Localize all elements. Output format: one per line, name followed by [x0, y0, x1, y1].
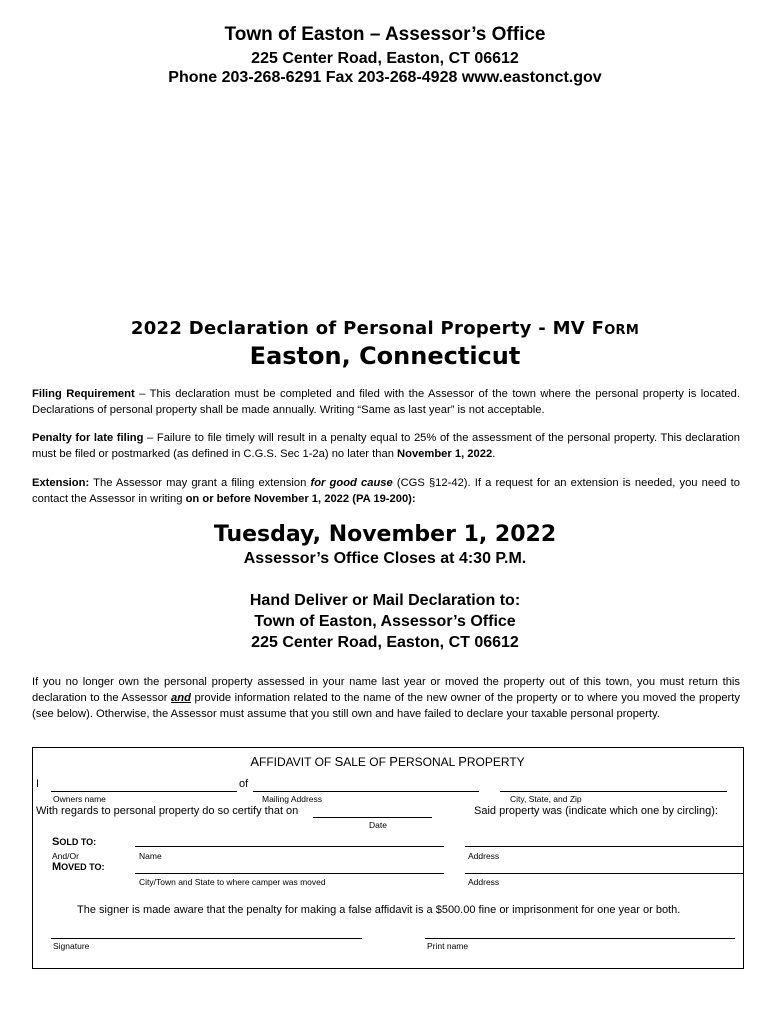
affidavit-section — [32, 747, 744, 969]
print-name-line[interactable] — [425, 938, 735, 939]
filing-requirement-paragraph — [32, 386, 740, 418]
office-address: 225 Center Road, Easton, CT 06612 — [251, 50, 519, 67]
filing-label: Filing Requirement — [32, 388, 135, 400]
no-longer-own-and: and — [171, 692, 191, 704]
mailing-address-line[interactable] — [253, 791, 479, 792]
mailing-address-label: Mailing Address — [262, 794, 323, 804]
print-name-label: Print name — [427, 941, 469, 951]
form-title-suffix: ORM — [604, 323, 640, 338]
certify-text: With regards to personal property do so certify that on — [36, 805, 299, 817]
deadline-date: Tuesday, November 1, 2022 — [213, 522, 557, 547]
no-longer-own-paragraph — [32, 674, 740, 722]
signer-penalty-note: The signer is made aware that the penalty for making a false affidavit is a $500.00 fine or imprisonment for one year or both. — [77, 904, 681, 916]
date-label: Date — [369, 820, 387, 830]
deliver-office: Town of Easton, Assessor’s Office — [254, 613, 516, 630]
owners-name-label: Owners name — [53, 794, 106, 804]
name-label: Name — [139, 851, 162, 861]
moved-to-city-line[interactable] — [135, 873, 444, 874]
extension-paragraph — [32, 475, 740, 507]
owners-name-line[interactable] — [51, 791, 237, 792]
no-longer-own-text-2: provide information related to the name of the new owner of the property or to where you moved the property (see below). Otherwise, the Assessor must assume that you still own and have failed to declare your taxable personal property. — [32, 692, 740, 720]
penalty-date: November 1, 2022 — [397, 448, 493, 460]
no-longer-own-text-1: If you no longer own the personal property assessed in your name last year or moved the property out of this town, you must return this declaration to the Assessor — [32, 676, 740, 704]
city-town-label: City/Town and State to where camper was moved — [139, 877, 326, 887]
signature-line[interactable] — [51, 938, 362, 939]
extension-good-cause: for good cause — [310, 477, 393, 489]
extension-deadline: on or before November 1, 2022 (PA 19-200): — [185, 493, 416, 505]
penalty-label: Penalty for late filing — [32, 432, 144, 444]
city-state-zip-label: City, State, and Zip — [510, 794, 582, 804]
sold-to-address-line[interactable] — [465, 846, 743, 847]
city-state-zip-line[interactable] — [500, 791, 727, 792]
office-contact: Phone 203-268-6291 Fax 203-268-4928 www.eastonct.gov — [168, 69, 602, 86]
extension-label: Extension: — [32, 477, 90, 489]
sold-to-label: SOLD TO: — [52, 836, 97, 848]
deliver-address: 225 Center Road, Easton, CT 06612 — [251, 634, 519, 651]
filing-text: – This declaration must be completed and filed with the Assessor of the town where the personal property is located. Declarations of personal property shall be made annually. Writing “Same as last year” is not acceptable. — [32, 388, 740, 416]
said-property-text: Said property was (indicate which one by circling): — [474, 805, 718, 817]
address-label: Address — [468, 851, 500, 861]
office-title: Town of Easton – Assessor’s Office — [224, 24, 546, 45]
deliver-heading: Hand Deliver or Mail Declaration to: — [249, 592, 521, 609]
sold-to-name-line[interactable] — [135, 846, 444, 847]
moved-to-label: MOVED TO: — [52, 861, 105, 873]
penalty-paragraph — [32, 430, 740, 462]
penalty-end: . — [492, 448, 496, 460]
form-title — [0, 318, 770, 339]
signature-label: Signature — [53, 941, 90, 951]
extension-text-1: The Assessor may grant a filing extension — [89, 477, 311, 489]
address-label-2: Address — [468, 877, 500, 887]
affidavit-title: AFFIDAVIT OF SALE OF PERSONAL PROPERTY — [250, 754, 525, 769]
penalty-text: – Failure to file timely will result in a penalty equal to 25% of the assessment of the personal property. This declaration must be filed or postmarked (as defined in C.G.S. Sec 1-2a) no later than — [32, 432, 740, 460]
form-title-main: 2022 Declaration of Personal Property - MV F — [130, 318, 605, 339]
i-label: I — [36, 778, 40, 790]
of-label: of — [239, 778, 249, 790]
date-line[interactable] — [313, 817, 432, 818]
office-closing-time: Assessor’s Office Closes at 4:30 P.M. — [243, 550, 527, 567]
form-town: Easton, Connecticut — [249, 342, 521, 370]
extension-text-2: (CGS §12-42). If a request for an extension is needed, you need to contact the Assessor in writing — [32, 477, 740, 505]
and-or-label: And/Or — [52, 851, 79, 861]
moved-to-address-line[interactable] — [465, 873, 743, 874]
